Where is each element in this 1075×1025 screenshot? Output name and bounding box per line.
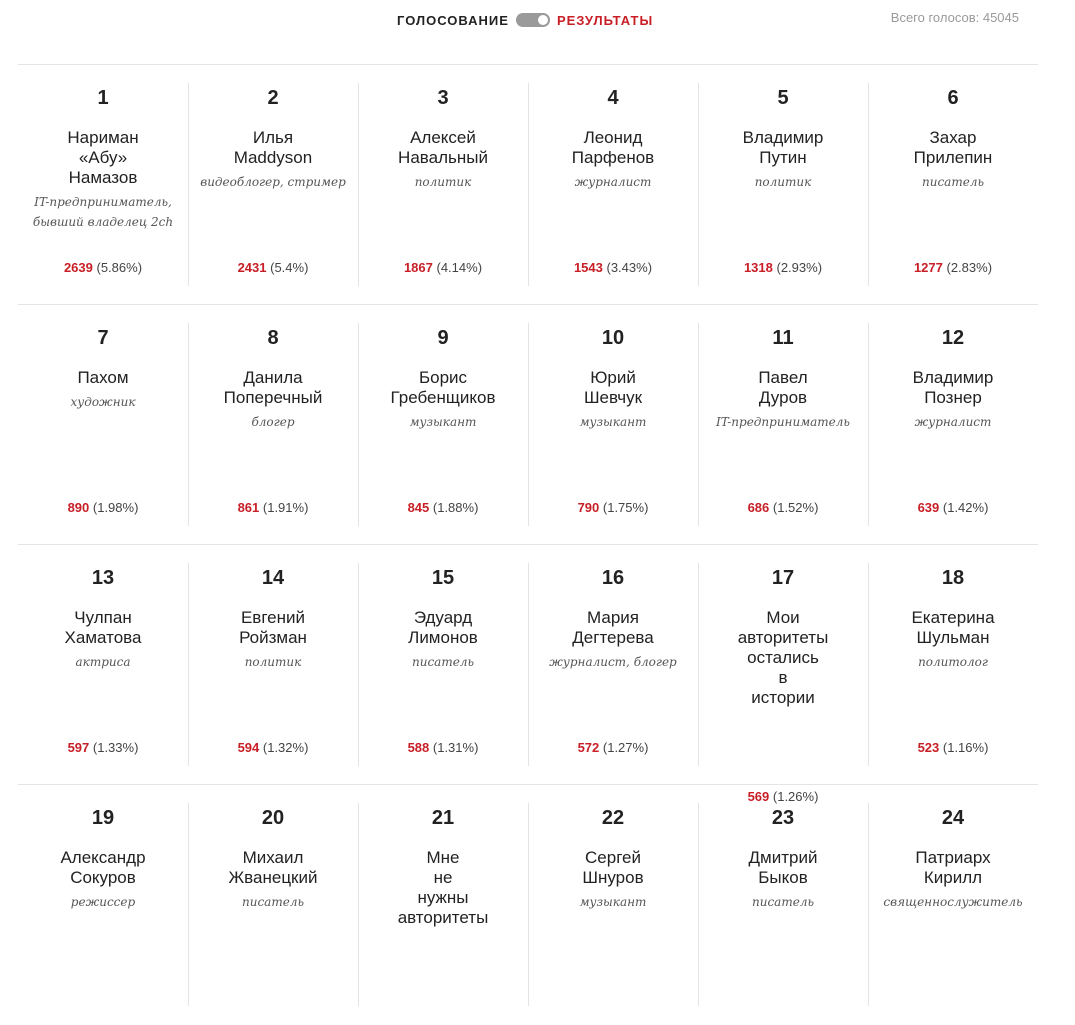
candidate-description-line: писатель	[752, 895, 814, 909]
candidate-card	[698, 545, 868, 804]
candidate-name	[198, 848, 348, 888]
candidate-name	[198, 608, 348, 648]
candidate-rank: 17	[771, 567, 795, 589]
vote-number: 572	[577, 740, 600, 755]
vote-count	[868, 500, 1038, 515]
candidate-name-line: Навальный	[398, 148, 488, 167]
candidate-description	[192, 172, 354, 192]
column-divider	[188, 803, 189, 1006]
candidate-name	[538, 368, 688, 408]
candidate-name	[28, 848, 178, 888]
candidate-name-line: Мне	[426, 848, 460, 867]
candidate-name-line: Поперечный	[223, 388, 323, 407]
vote-percent: (1.16%)	[942, 740, 989, 755]
candidate-name	[878, 128, 1028, 168]
vote-count	[868, 260, 1038, 275]
vote-number: 845	[407, 500, 430, 515]
vote-count	[358, 260, 528, 275]
candidate-name-line: «Абу»	[78, 148, 128, 167]
vote-percent: (1.75%)	[602, 500, 649, 515]
candidate-name-line: Владимир	[912, 368, 994, 387]
column-divider	[358, 803, 359, 1006]
vote-number: 2431	[237, 260, 267, 275]
candidate-description	[532, 412, 694, 432]
candidate-name-line: Чулпан	[74, 608, 132, 627]
candidate-name	[878, 608, 1028, 648]
candidate-card	[188, 65, 358, 305]
vote-number: 569	[747, 789, 770, 804]
vote-count	[188, 500, 358, 515]
candidate-card	[528, 65, 698, 305]
candidate-description	[362, 172, 524, 192]
vote-percent: (1.26%)	[772, 789, 819, 804]
candidate-name-line: авторитеты	[737, 628, 829, 647]
results-row	[18, 64, 1038, 304]
candidate-rank: 23	[771, 807, 795, 829]
vote-count	[528, 260, 698, 275]
candidate-description-line: писатель	[922, 175, 984, 189]
candidate-card	[18, 65, 188, 305]
candidate-name-line: Быков	[758, 868, 808, 887]
candidate-rank: 10	[601, 327, 625, 349]
candidate-name-line: Намазов	[68, 168, 138, 187]
candidate-name-line: Евгений	[240, 608, 306, 627]
vote-count	[188, 260, 358, 275]
candidate-rank: 5	[777, 87, 789, 109]
candidate-name-line: Эдуард	[413, 608, 473, 627]
candidate-card	[188, 785, 358, 1025]
column-divider	[188, 563, 189, 766]
vote-number: 1543	[573, 260, 603, 275]
candidate-card	[868, 545, 1038, 785]
candidate-rank: 19	[91, 807, 115, 829]
candidate-name-line: Борис	[418, 368, 468, 387]
candidate-card	[18, 305, 188, 545]
candidate-rank: 4	[607, 87, 619, 109]
candidate-name	[708, 128, 858, 168]
candidate-rank: 1	[97, 87, 109, 109]
candidate-description-line: музыкант	[579, 415, 647, 429]
candidate-name-line: Алексей	[410, 128, 476, 147]
vote-percent: (1.27%)	[602, 740, 649, 755]
vote-count	[188, 740, 358, 755]
candidate-name	[708, 608, 858, 708]
vote-percent: (1.33%)	[92, 740, 139, 755]
candidate-name-line: Жванецкий	[228, 868, 318, 887]
candidate-card	[528, 785, 698, 1025]
candidate-description	[872, 652, 1034, 672]
candidate-rank: 22	[601, 807, 625, 829]
candidate-name	[368, 128, 518, 168]
candidate-name	[28, 608, 178, 648]
candidate-rank: 11	[772, 327, 794, 349]
candidate-description	[702, 412, 864, 432]
column-divider	[528, 323, 529, 526]
vote-count	[358, 740, 528, 755]
candidate-name-line: Шульман	[916, 628, 990, 647]
candidate-name-line: Пахом	[77, 368, 129, 387]
candidate-description-line: художник	[70, 395, 136, 409]
candidate-name-line: Владимир	[742, 128, 824, 147]
candidate-card	[698, 305, 868, 545]
vote-percent: (4.14%)	[436, 260, 483, 275]
vote-number: 594	[237, 740, 260, 755]
candidate-name	[538, 128, 688, 168]
vote-number: 861	[237, 500, 260, 515]
candidate-name-line: Шевчук	[583, 388, 643, 407]
vote-percent: (1.42%)	[942, 500, 989, 515]
candidate-description	[362, 412, 524, 432]
candidate-description-line: журналист, блогер	[549, 655, 677, 669]
column-divider	[358, 563, 359, 766]
candidate-description-line: блогер	[251, 415, 295, 429]
candidate-description-line: журналист	[914, 415, 992, 429]
candidate-card	[18, 545, 188, 785]
candidate-description-line: политолог	[918, 655, 988, 669]
candidate-rank: 2	[267, 87, 279, 109]
candidate-name-line: Парфенов	[571, 148, 655, 167]
candidate-rank: 15	[431, 567, 455, 589]
column-divider	[868, 803, 869, 1006]
candidate-card	[868, 65, 1038, 305]
candidate-description	[702, 892, 864, 912]
candidate-rank: 24	[941, 807, 965, 829]
candidate-name-line: Екатерина	[911, 608, 995, 627]
candidate-card	[868, 305, 1038, 545]
candidate-description	[22, 192, 184, 232]
vote-number: 1318	[743, 260, 773, 275]
top-bar	[0, 0, 1075, 40]
candidate-name	[708, 368, 858, 408]
candidate-name-line: Александр	[60, 848, 146, 867]
column-divider	[698, 563, 699, 766]
candidate-description	[362, 652, 524, 672]
candidate-description-line: бывший владелец 2ch	[32, 215, 174, 229]
results-row	[18, 304, 1038, 544]
candidate-rank: 7	[97, 327, 109, 349]
candidate-description-line: политик	[244, 655, 302, 669]
candidate-description	[872, 412, 1034, 432]
candidate-name-line: Сергей	[585, 848, 641, 867]
candidate-name-line: истории	[751, 688, 815, 707]
candidate-name-line: Мои	[766, 608, 800, 627]
vote-number: 523	[917, 740, 940, 755]
vote-number: 686	[747, 500, 770, 515]
mode-toggle[interactable]	[516, 13, 550, 27]
candidate-card	[188, 305, 358, 545]
candidate-card	[358, 305, 528, 545]
vote-count	[698, 500, 868, 515]
column-divider	[528, 83, 529, 286]
candidate-name-line: Кирилл	[923, 868, 983, 887]
toggle-knob	[538, 15, 548, 25]
column-divider	[698, 323, 699, 526]
vote-percent: (1.31%)	[432, 740, 479, 755]
candidate-name-line: Патриарх	[915, 848, 991, 867]
candidate-name-line: Дегтерева	[572, 628, 654, 647]
candidate-name-line: Гребенщиков	[390, 388, 496, 407]
candidate-description-line: священнослужитель	[883, 895, 1023, 909]
candidate-name-line: Павел	[758, 368, 808, 387]
candidate-name-line: Ройзман	[239, 628, 307, 647]
vote-number: 639	[917, 500, 940, 515]
candidate-name-line: Лимонов	[408, 628, 478, 647]
candidate-card	[528, 545, 698, 785]
candidate-description	[532, 892, 694, 912]
candidate-name	[878, 848, 1028, 888]
column-divider	[698, 83, 699, 286]
column-divider	[188, 323, 189, 526]
candidate-description-line: музыкант	[579, 895, 647, 909]
vote-count	[698, 260, 868, 275]
candidate-name	[538, 608, 688, 648]
candidate-description-line: политик	[414, 175, 472, 189]
candidate-name	[198, 128, 348, 168]
candidate-name-line: Захар	[929, 128, 977, 147]
candidate-name-line: Юрий	[590, 368, 636, 387]
candidate-name	[708, 848, 858, 888]
candidate-rank: 21	[431, 807, 455, 829]
column-divider	[528, 563, 529, 766]
vote-number: 588	[407, 740, 430, 755]
candidate-card	[868, 785, 1038, 1025]
vote-count	[18, 500, 188, 515]
candidate-description	[532, 172, 694, 192]
candidate-name	[28, 368, 178, 388]
candidate-card	[358, 785, 528, 1025]
vote-number: 1867	[403, 260, 433, 275]
tab-results[interactable]: РЕЗУЛЬТАТЫ	[556, 12, 654, 28]
candidate-description-line: писатель	[412, 655, 474, 669]
candidate-rank: 18	[941, 567, 965, 589]
candidate-name-line: Познер	[924, 388, 982, 407]
vote-number: 2639	[63, 260, 93, 275]
candidate-rank: 12	[941, 327, 965, 349]
candidate-name-line: в	[778, 668, 788, 687]
candidate-card	[358, 65, 528, 305]
vote-number: 790	[577, 500, 600, 515]
candidate-card	[698, 65, 868, 305]
vote-count	[358, 500, 528, 515]
candidate-description	[532, 652, 694, 672]
column-divider	[868, 83, 869, 286]
candidate-card	[698, 785, 868, 1025]
vote-percent: (3.43%)	[606, 260, 653, 275]
candidate-description-line: писатель	[242, 895, 304, 909]
vote-percent: (2.93%)	[776, 260, 823, 275]
candidate-name-line: Хаматова	[64, 628, 142, 647]
candidate-card	[18, 785, 188, 1025]
vote-percent: (5.86%)	[96, 260, 143, 275]
column-divider	[698, 803, 699, 1006]
mode-switcher	[397, 10, 653, 30]
candidate-name-line: Шнуров	[582, 868, 644, 887]
candidate-description-line: музыкант	[409, 415, 477, 429]
candidate-description-line: журналист	[574, 175, 652, 189]
tab-voting[interactable]: ГОЛОСОВАНИЕ	[397, 12, 509, 28]
vote-count	[528, 500, 698, 515]
candidate-name-line: не	[433, 868, 453, 887]
results-row	[18, 544, 1038, 804]
candidate-name-line: Мария	[587, 608, 639, 627]
candidate-description	[22, 652, 184, 672]
candidate-name	[538, 848, 688, 888]
candidate-name	[368, 848, 518, 928]
candidate-name-line: Дмитрий	[748, 848, 818, 867]
candidate-description	[872, 892, 1034, 912]
candidate-rank: 8	[267, 327, 279, 349]
candidate-description-line: политик	[754, 175, 812, 189]
candidate-name-line: Дуров	[758, 388, 808, 407]
candidate-name	[368, 368, 518, 408]
candidate-name	[198, 368, 348, 408]
candidate-rank: 9	[437, 327, 449, 349]
candidate-rank: 6	[947, 87, 959, 109]
vote-count	[528, 740, 698, 755]
candidate-name-line: Сокуров	[70, 868, 136, 887]
candidate-name-line: Maddyson	[233, 148, 313, 167]
candidate-description	[872, 172, 1034, 192]
candidate-name-line: Прилепин	[913, 148, 993, 167]
column-divider	[868, 323, 869, 526]
column-divider	[868, 563, 869, 766]
column-divider	[358, 323, 359, 526]
column-divider	[528, 803, 529, 1006]
candidate-name-line: остались	[747, 648, 819, 667]
candidate-description-line: IT-предприниматель,	[34, 195, 172, 209]
candidate-description	[22, 392, 184, 412]
candidate-description	[22, 892, 184, 912]
candidate-description	[192, 892, 354, 912]
column-divider	[188, 83, 189, 286]
candidate-rank: 14	[261, 567, 285, 589]
total-votes: Всего голосов: 45045	[890, 10, 1019, 25]
results-row	[18, 784, 1038, 1024]
candidate-name-line: Леонид	[583, 128, 643, 147]
candidate-name-line: Михаил	[242, 848, 304, 867]
vote-number: 597	[67, 740, 90, 755]
candidate-rank: 3	[437, 87, 449, 109]
vote-number: 890	[67, 500, 90, 515]
candidate-name-line: нужны	[417, 888, 469, 907]
vote-percent: (5.4%)	[270, 260, 309, 275]
candidate-card	[528, 305, 698, 545]
candidate-rank: 16	[601, 567, 625, 589]
column-divider	[358, 83, 359, 286]
candidate-card	[358, 545, 528, 785]
vote-percent: (1.52%)	[772, 500, 819, 515]
vote-count	[18, 260, 188, 275]
vote-percent: (2.83%)	[946, 260, 993, 275]
candidate-name-line: Илья	[252, 128, 294, 147]
vote-number: 1277	[913, 260, 943, 275]
candidate-description-line: режиссер	[70, 895, 136, 909]
vote-percent: (1.98%)	[92, 500, 139, 515]
candidate-description	[192, 652, 354, 672]
vote-percent: (1.91%)	[262, 500, 309, 515]
candidate-name-line: авторитеты	[397, 908, 489, 927]
candidate-description-line: актриса	[75, 655, 131, 669]
candidate-name-line: Данила	[243, 368, 303, 387]
candidate-card	[188, 545, 358, 785]
candidate-name	[368, 608, 518, 648]
results-grid	[18, 64, 1038, 1024]
candidate-name-line: Нариман	[67, 128, 139, 147]
candidate-name	[878, 368, 1028, 408]
candidate-description-line: IT-предприниматель	[716, 415, 850, 429]
candidate-description	[192, 412, 354, 432]
candidate-name-line: Путин	[759, 148, 807, 167]
vote-count	[868, 740, 1038, 755]
vote-count	[18, 740, 188, 755]
candidate-rank: 20	[261, 807, 285, 829]
candidate-description	[702, 172, 864, 192]
candidate-rank: 13	[91, 567, 115, 589]
vote-percent: (1.88%)	[432, 500, 479, 515]
candidate-description-line: видеоблогер, стример	[200, 175, 346, 189]
vote-percent: (1.32%)	[262, 740, 309, 755]
candidate-name	[28, 128, 178, 188]
